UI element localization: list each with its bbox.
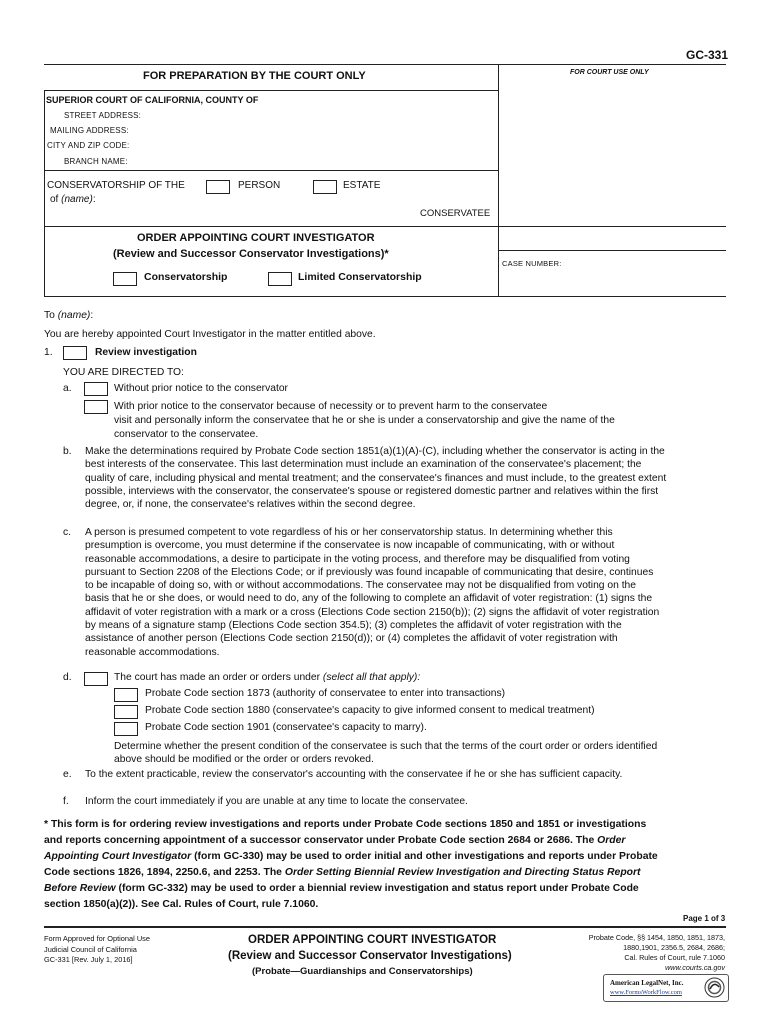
court-use-label: FOR COURT USE ONLY <box>570 69 649 76</box>
city-zip-label: CITY AND ZIP CODE: <box>47 141 130 150</box>
item-c-line: affidavit of voter registration with a mark or a cross (Elections Code section 2150(b)); (2) signs the affidavit of voter registration <box>85 606 660 618</box>
pc1901-label: Probate Code section 1901 (conservatee's capacity to marry). <box>145 722 427 733</box>
limited-conservatorship-checkbox[interactable] <box>268 272 292 286</box>
prep-title: FOR PREPARATION BY THE COURT ONLY <box>143 70 366 82</box>
page-number: Page 1 of 3 <box>683 914 726 923</box>
person-checkbox[interactable] <box>206 180 230 194</box>
of-name-label: of (name): <box>50 194 96 205</box>
item-b-line: possible, interviews with the conservator, the conservatee's spouse or registered domestic partner and relatives within the first <box>85 485 659 497</box>
item-a-letter: a. <box>63 383 72 394</box>
item-c-line: by means of a signature stamp (Elections Code section 354.5); (3) completes the affidavit of voter registration with the <box>85 620 622 632</box>
court-order-checkbox[interactable] <box>84 672 108 686</box>
footer-subsubtitle: (Probate—Guardianships and Conservatorships) <box>252 966 473 977</box>
item-c-letter: c. <box>63 527 72 538</box>
pc1873-checkbox[interactable] <box>114 688 138 702</box>
person-label: PERSON <box>238 180 281 191</box>
item-c-text <box>85 526 659 659</box>
brand-url[interactable]: www.FormsWorkFlow.com <box>610 989 682 996</box>
conservatee-label: CONSERVATEE <box>420 208 491 219</box>
street-address-label: STREET ADDRESS: <box>64 111 142 120</box>
court-order-label: The court has made an order or orders under (select all that apply): <box>114 672 421 683</box>
determine-line-1: Determine whether the present condition of the conservatee is such that the terms of the court order or orders identified <box>114 741 658 752</box>
review-investigation-checkbox[interactable] <box>63 346 87 360</box>
conservatorship-of-label: CONSERVATORSHIP OF THE <box>47 180 185 191</box>
conservatorship-label: Conservatorship <box>144 271 228 283</box>
item-b-line: quality of care, including physical and mental treatment; and the conservatee's finances and must include, to the greatest extent <box>85 472 667 484</box>
brand-name: American LegalNet, Inc. <box>610 979 684 987</box>
item-b-line: Make the determinations required by Probate Code section 1851(a)(1)(A)-(C), including whether the conservator is acting in the <box>85 446 665 457</box>
item1-number: 1. <box>44 347 53 358</box>
footer-right: Probate Code, §§ 1454, 1850, 1851, 1873, 1880,1901, 2356.5, 2684, 2686; Cal. Rules of Court, rule 7.1060 www.courts.ca.gov <box>588 933 725 972</box>
item-c-line: pursuant to Section 2208 of the Elections Code; or if previously was found incapable of communicating that desire, continues <box>85 566 654 578</box>
footer-left: Form Approved for Optional Use Judicial Council of California GC-331 [Rev. July 1, 2016] <box>44 934 150 964</box>
without-notice-label: Without prior notice to the conservator <box>114 383 288 394</box>
footnote: * This form is for ordering review investigations and reports under Probate Code sections 1850 and 1851 or investigations and reports concerning appointment of a successor conservator under Probate Code section 2684 or 2686. The Order Appointing Court Investigator (form GC-330) may be used to order initial and other investigations and reports under Probate Code sections 1826, 1894, 2250.6, and 2253. The Order Setting Biennial Review Investigation and Directing Status Report Before Review (form GC-332) may be used to order a biennial review investigation and status report under Probate Code section 1850(a)(2)). See Cal. Rules of Court, rule 7.1060. <box>44 819 658 910</box>
limited-conservatorship-label: Limited Conservatorship <box>298 271 422 283</box>
item-b-line: best interests of the conservatee. This last determination must include an examination of the conservatee's placement; the <box>85 459 642 471</box>
pc1873-label: Probate Code section 1873 (authority of conservatee to enter into transactions) <box>145 688 506 699</box>
footer-subtitle: (Review and Successor Conservator Investigations) <box>228 950 512 962</box>
pc1880-checkbox[interactable] <box>114 705 138 719</box>
item-b-letter: b. <box>63 446 72 457</box>
estate-label: ESTATE <box>343 180 381 191</box>
item-c-line: presumption is overcome, you must determine if the conservatee is now incapable of communicating, with or without <box>85 540 615 552</box>
item-c-line: basis that he or she does, or would need to do, any of the following to complete an affidavit of voter registration: (1) signs the <box>85 593 653 605</box>
with-notice-line-2: visit and personally inform the conservatee that he or she is under a conservatorship and give the name of the <box>114 415 615 426</box>
without-notice-checkbox[interactable] <box>84 382 108 396</box>
order-subtitle: (Review and Successor Conservator Investigations)* <box>113 248 389 260</box>
pc1880-label: Probate Code section 1880 (conservatee's capacity to give informed consent to medical treatment) <box>145 705 595 716</box>
item-f-letter: f. <box>63 796 69 807</box>
order-title: ORDER APPOINTING COURT INVESTIGATOR <box>137 232 375 244</box>
item-b-line: degree, or, if none, the conservatee's relatives within the second degree. <box>85 499 416 511</box>
mailing-address-label: MAILING ADDRESS: <box>50 126 129 135</box>
item-c-line: A person is presumed competent to vote regardless of his or her conservatorship status. In determining whether this <box>85 527 613 538</box>
conservatorship-checkbox[interactable] <box>113 272 137 286</box>
determine-line-2: above should be modified or the order or orders revoked. <box>114 754 374 765</box>
court-name-label: SUPERIOR COURT OF CALIFORNIA, COUNTY OF <box>46 95 259 105</box>
directed-heading: YOU ARE DIRECTED TO: <box>63 367 184 378</box>
item-b-text <box>85 445 666 511</box>
appointed-text: You are hereby appointed Court Investigator in the matter entitled above. <box>44 329 376 340</box>
with-notice-line-1: With prior notice to the conservator because of necessity or to prevent harm to the conservatee <box>114 401 548 412</box>
item-e-letter: e. <box>63 769 72 780</box>
item-c-line: reasonable accommodations. <box>85 646 220 658</box>
item-d-letter: d. <box>63 672 72 683</box>
footer-title: ORDER APPOINTING COURT INVESTIGATOR <box>248 934 497 946</box>
pc1901-checkbox[interactable] <box>114 722 138 736</box>
brand-logo-icon <box>704 977 725 998</box>
with-notice-line-3: conservator to the conservatee. <box>114 429 259 440</box>
form-number: GC-331 <box>686 48 729 62</box>
brand-badge <box>603 974 729 1002</box>
to-name-label: To (name): <box>44 310 94 321</box>
item-f-text: Inform the court immediately if you are unable at any time to locate the conservatee. <box>85 796 468 807</box>
with-notice-checkbox[interactable] <box>84 400 108 414</box>
item-c-line: to be incapable of doing so, with or without accommodations. The conservatee may not be disqualified from voting on the <box>85 580 637 592</box>
case-number-label: CASE NUMBER: <box>502 259 562 268</box>
item-c-line: reasonable accommodations, a desire to participate in the voting process, and therefore may be disqualified from voting <box>85 553 630 565</box>
estate-checkbox[interactable] <box>313 180 337 194</box>
item-c-line: assistance of another person (Elections Code section 2150(d)); or (4) completes the affidavit of voter registration with <box>85 633 618 645</box>
branch-name-label: BRANCH NAME: <box>64 157 128 166</box>
review-investigation-label: Review investigation <box>95 347 197 358</box>
item-e-text: To the extent practicable, review the conservator's accounting with the conservatee if he or she has sufficient capacity. <box>85 769 623 780</box>
